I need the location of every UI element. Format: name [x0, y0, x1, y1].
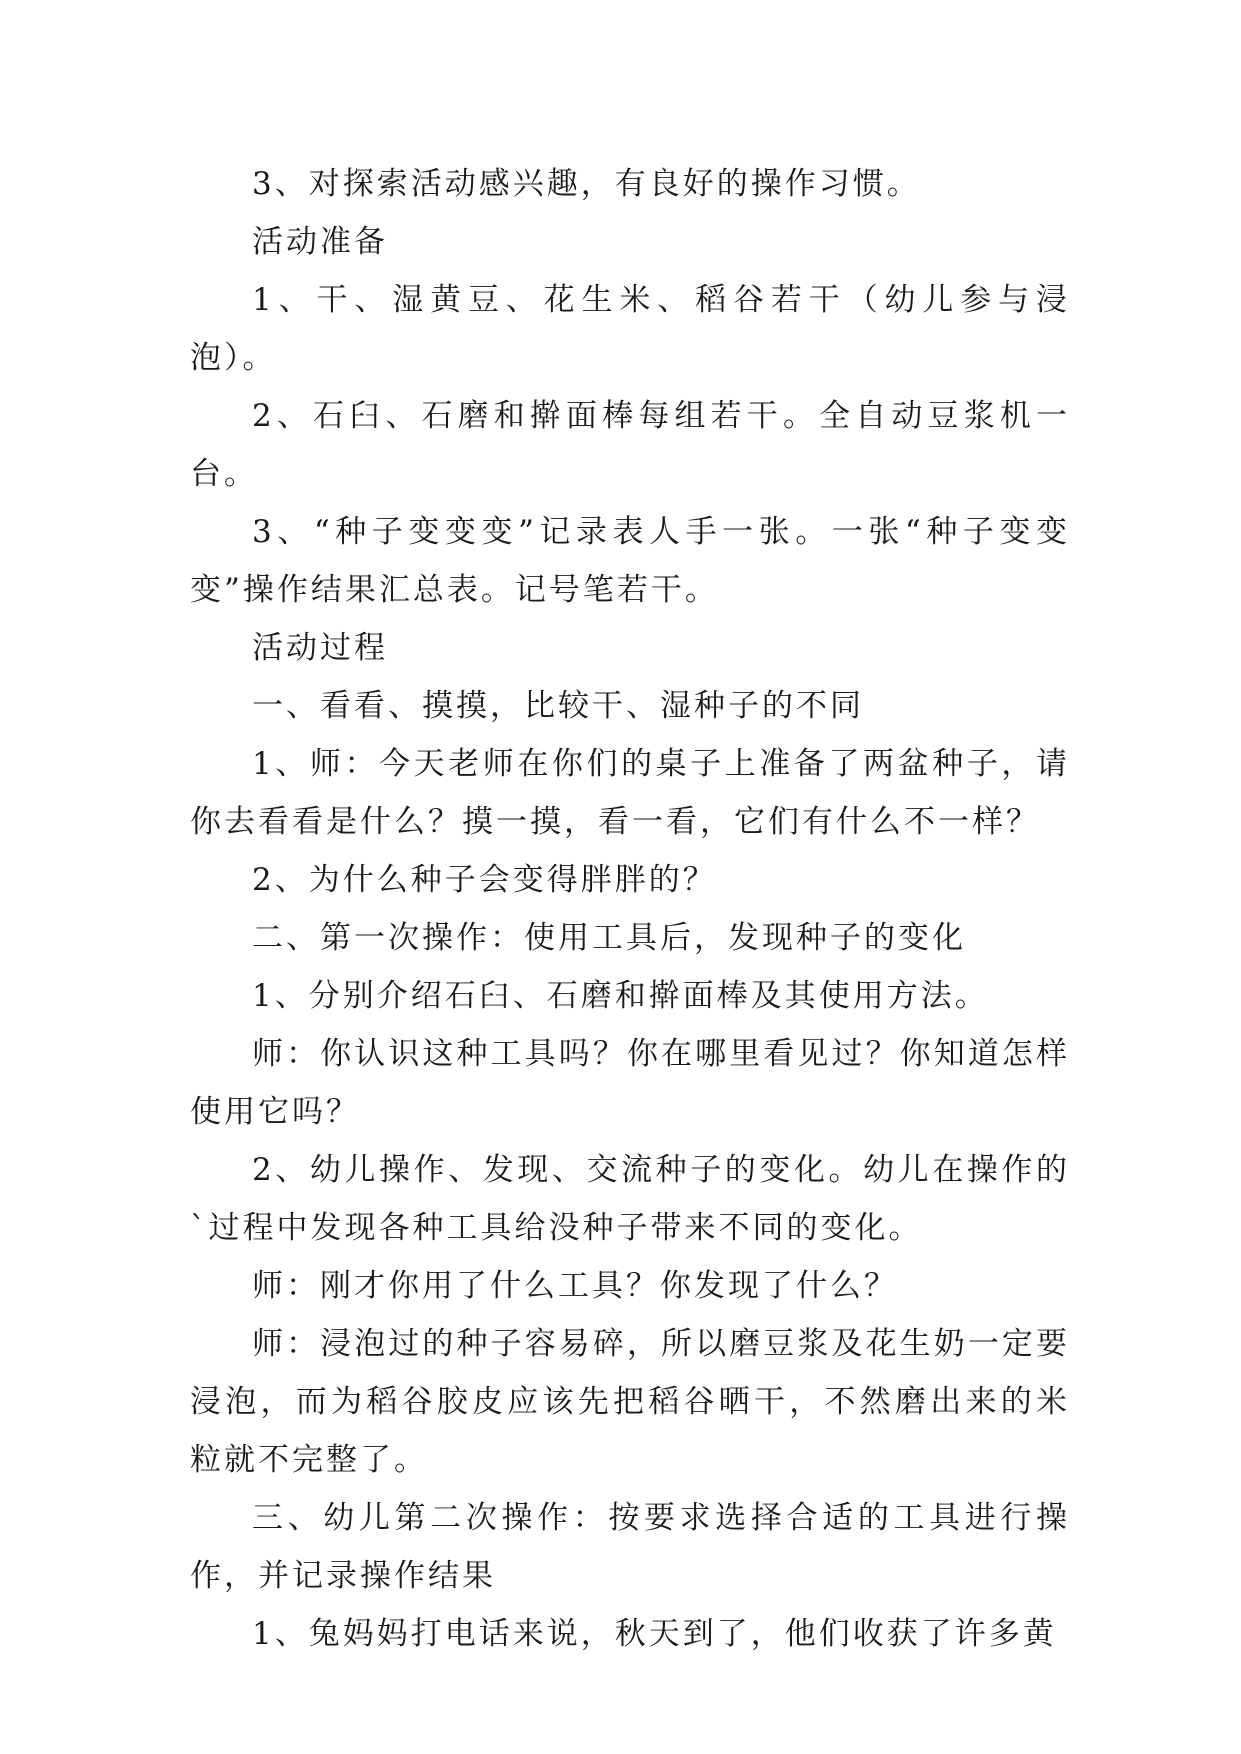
paragraph-teacher-question-1: 师：你认识这种工具吗？你在哪里看见过？你知道怎样使用它吗？ — [190, 1036, 1070, 1130]
body-text — [190, 155, 1070, 1663]
paragraph-step-1-2: 2、为什么种子会变得胖胖的？ — [252, 862, 717, 898]
paragraph-step-3-1: 1、兔妈妈打电话来说，秋天到了，他们收获了许多黄 — [252, 1616, 1057, 1652]
paragraph-preparation-2: 2、石臼、石磨和擀面棒每组若干。全自动豆浆机一台。 — [190, 398, 1070, 492]
paragraph-step-2-2: 2、幼儿操作、发现、交流种子的变化。幼儿在操作的`过程中发现各种工具给没种子带来不同的变化。 — [190, 1152, 1070, 1246]
section-heading-1: 一、看看、摸摸，比较干、湿种子的不同 — [252, 688, 864, 724]
heading-activity-preparation: 活动准备 — [252, 224, 388, 260]
heading-activity-process: 活动过程 — [252, 630, 388, 666]
paragraph-teacher-explanation: 师：浸泡过的种子容易碎，所以磨豆浆及花生奶一定要浸泡，而为稻谷胶皮应该先把稻谷晒干，不然磨出来的米粒就不完整了。 — [190, 1326, 1070, 1478]
paragraph-step-1-1: 1、师：今天老师在你们的桌子上准备了两盆种子，请你去看看是什么？摸一摸，看一看，它们有什么不一样？ — [190, 746, 1070, 840]
paragraph-objective-3: 3、对探索活动感兴趣，有良好的操作习惯。 — [252, 166, 921, 202]
section-heading-3: 三、幼儿第二次操作：按要求选择合适的工具进行操作，并记录操作结果 — [190, 1500, 1070, 1594]
paragraph-teacher-question-2: 师：刚才你用了什么工具？你发现了什么？ — [252, 1268, 898, 1304]
section-heading-2: 二、第一次操作：使用工具后，发现种子的变化 — [252, 920, 966, 956]
paragraph-preparation-3: 3、“种子变变变”记录表人手一张。一张“种子变变变”操作结果汇总表。记号笔若干。 — [190, 514, 1070, 608]
paragraph-preparation-1: 1、干、湿黄豆、花生米、稻谷若干（幼儿参与浸泡）。 — [190, 282, 1070, 376]
paragraph-step-2-1: 1、分别介绍石臼、石磨和擀面棒及其使用方法。 — [252, 978, 989, 1014]
